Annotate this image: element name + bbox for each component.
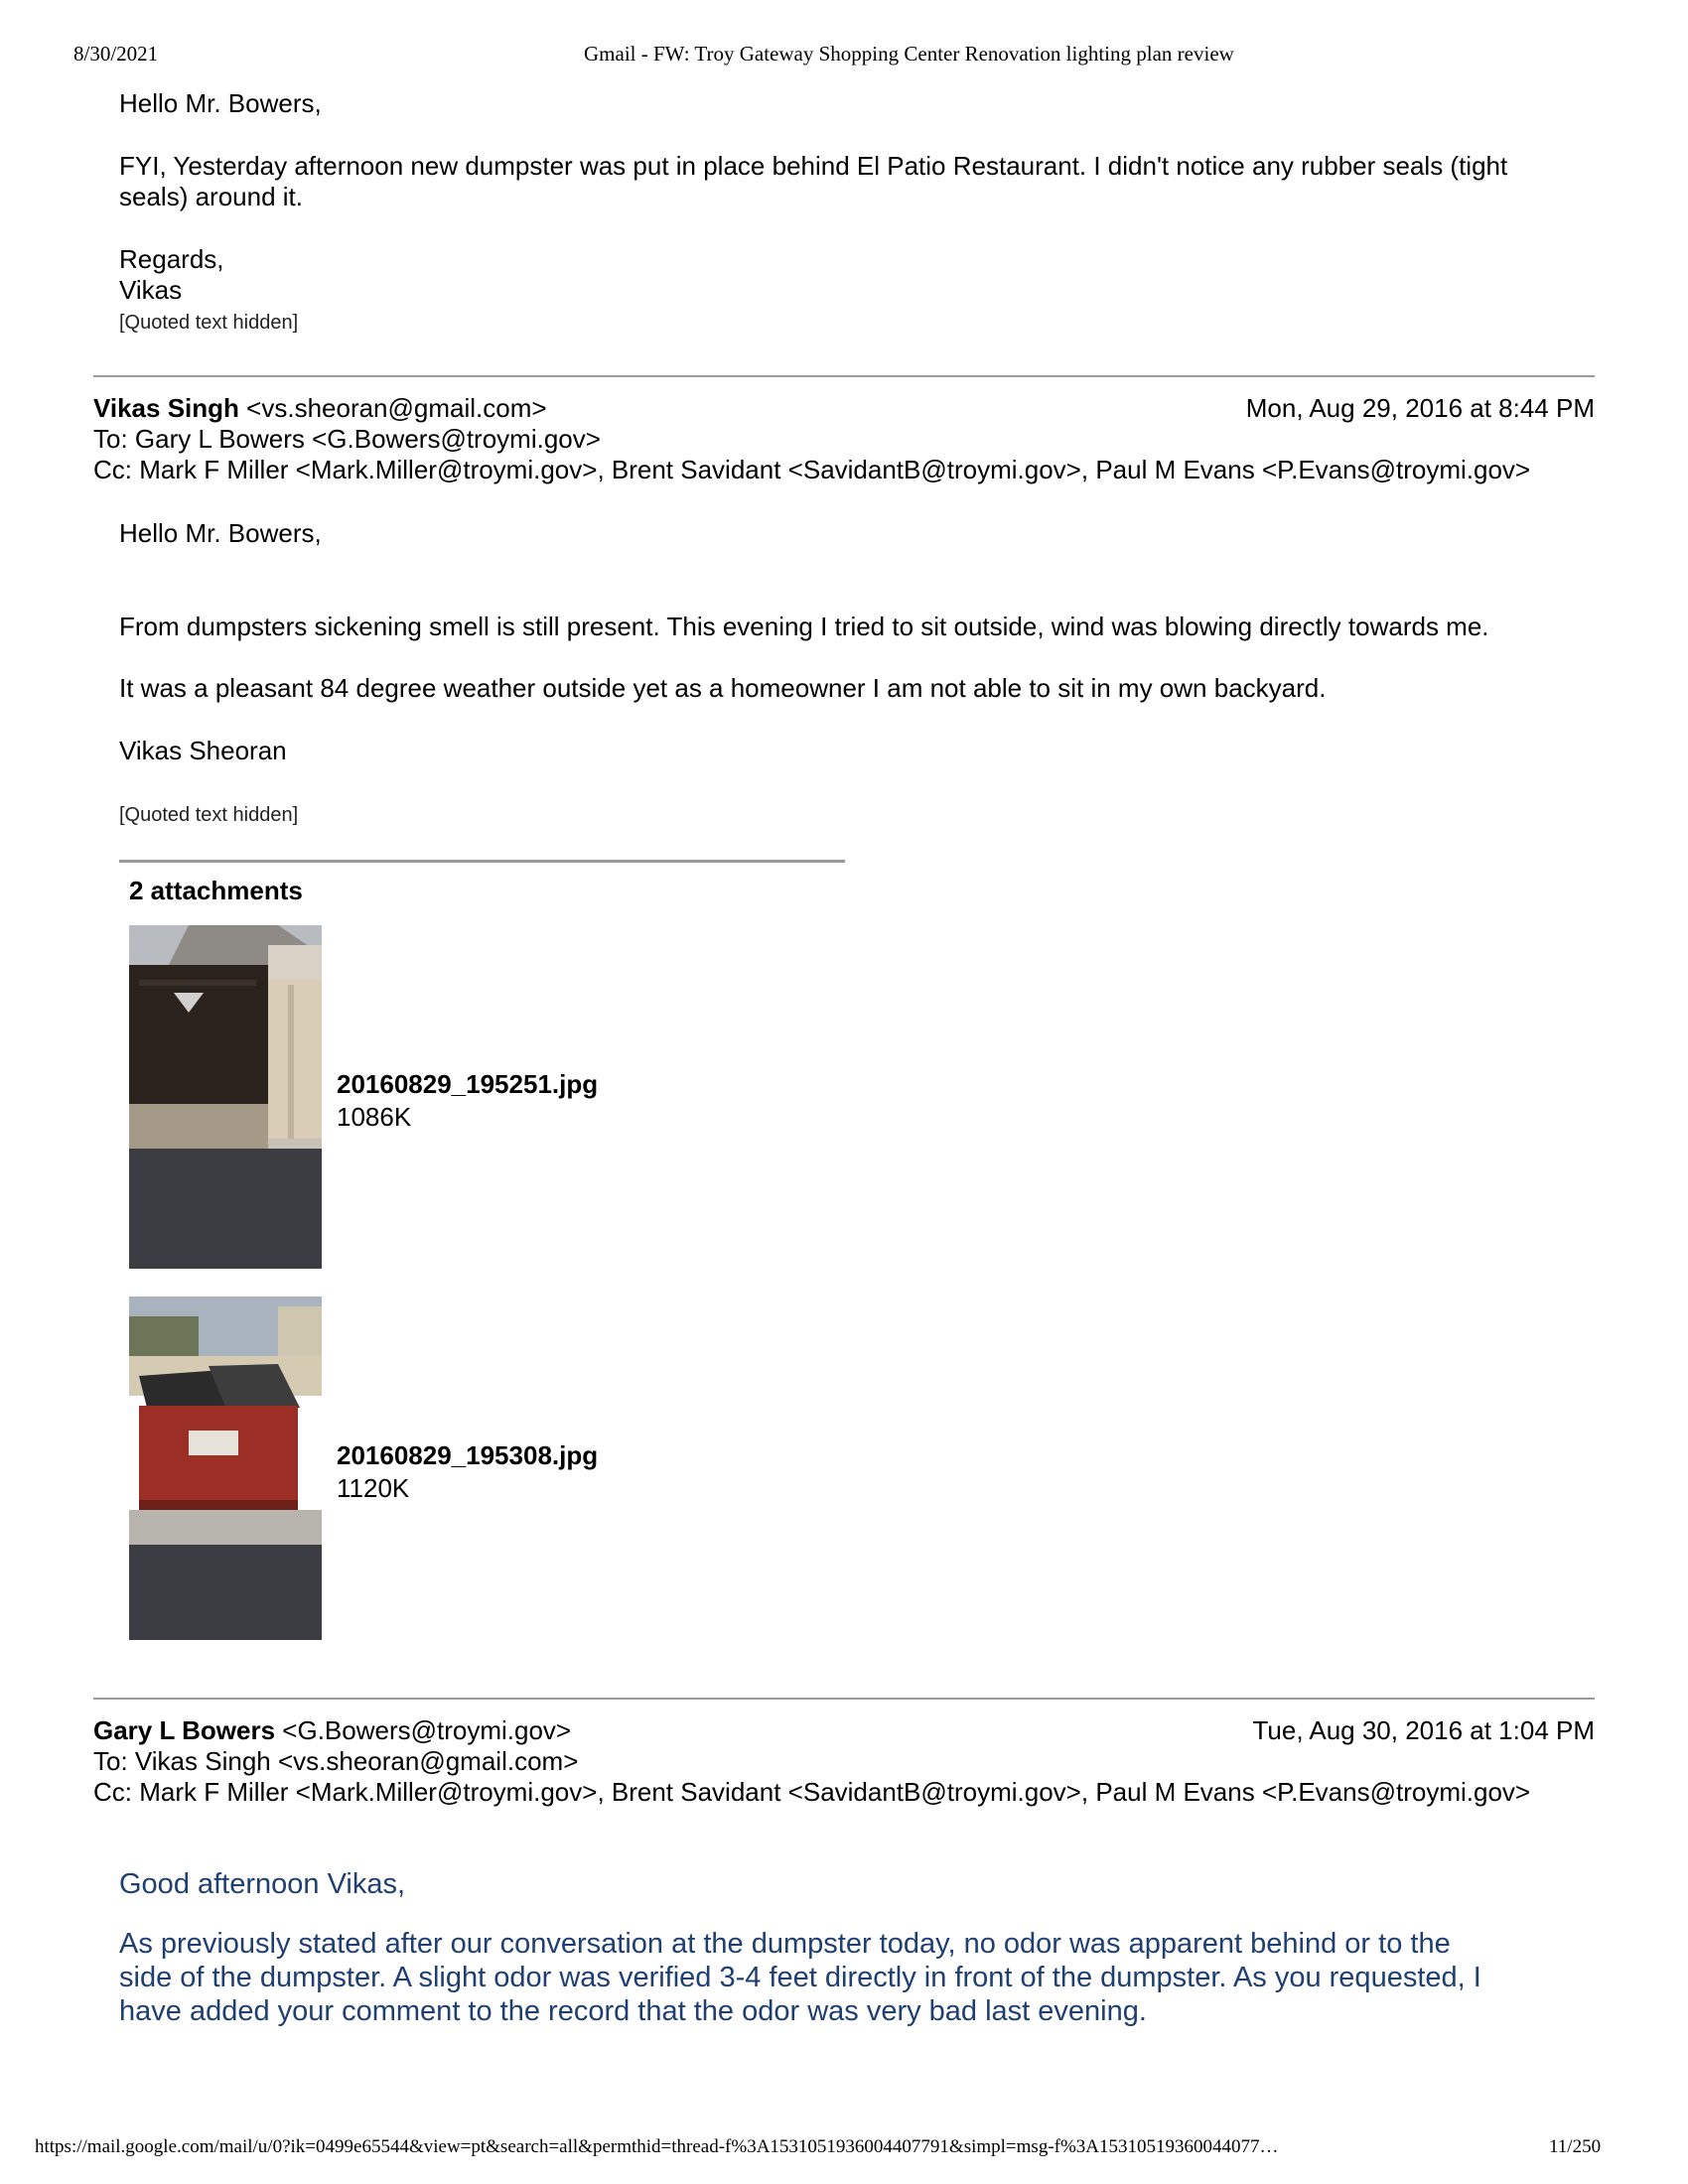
body-line: seals) around it. <box>119 182 303 211</box>
signature: Vikas Sheoran <box>119 736 287 765</box>
message-sender <box>93 393 547 424</box>
body-paragraph: It was a pleasant 84 degree weather outside yet as a homeowner I am not able to sit in my own backyard. <box>119 673 1327 703</box>
message-date: Tue, Aug 30, 2016 at 1:04 PM <box>1252 1715 1595 1745</box>
greeting: Good afternoon Vikas, <box>119 1868 406 1900</box>
print-url: https://mail.google.com/mail/u/0?ik=0499e65544&view=pt&search=all&permthid=thread-f%3A1531051936004407791&simpl=msg-f%3A15310519360044077… <box>35 2136 1279 2157</box>
message-divider <box>93 1698 1595 1700</box>
greeting: Hello Mr. Bowers, <box>119 88 322 118</box>
message-date: Mon, Aug 29, 2016 at 8:44 PM <box>1245 393 1595 423</box>
attachment-thumbnail[interactable] <box>129 925 322 1269</box>
attachment-thumbnail[interactable] <box>129 1297 322 1640</box>
print-title: Gmail - FW: Troy Gateway Shopping Center Renovation lighting plan review <box>584 42 1234 66</box>
signature: Vikas <box>119 275 183 305</box>
body-line: FYI, Yesterday afternoon new dumpster was put in place behind El Patio Restaurant. I didn't notice any rubber seals (tight <box>119 151 1508 181</box>
to-line: To: Gary L Bowers <G.Bowers@troymi.gov> <box>93 424 601 454</box>
sender-email: <G.Bowers@troymi.gov> <box>282 1715 572 1745</box>
sender-name: Gary L Bowers <box>93 1715 276 1745</box>
attachments-divider <box>119 860 845 863</box>
sender-name: Vikas Singh <box>93 393 239 423</box>
print-date: 8/30/2021 <box>73 42 159 66</box>
quoted-text-toggle[interactable]: [Quoted text hidden] <box>119 312 299 334</box>
attachment-size: 1120K <box>337 1473 410 1503</box>
sender-email: <vs.sheoran@gmail.com> <box>246 393 547 423</box>
attachments-title: 2 attachments <box>129 876 303 905</box>
page-number: 11/250 <box>1549 2136 1602 2157</box>
attachment-name[interactable]: 20160829_195251.jpg <box>337 1069 599 1099</box>
regards: Regards, <box>119 244 224 274</box>
message-sender <box>93 1715 571 1746</box>
cc-line: Cc: Mark F Miller <Mark.Miller@troymi.gov>, Brent Savidant <SavidantB@troymi.gov>, Paul M Evans <P.Evans@troymi.gov> <box>93 1777 1531 1807</box>
greeting: Hello Mr. Bowers, <box>119 518 322 548</box>
quoted-text-toggle[interactable]: [Quoted text hidden] <box>119 804 299 826</box>
cc-line: Cc: Mark F Miller <Mark.Miller@troymi.gov>, Brent Savidant <SavidantB@troymi.gov>, Paul M Evans <P.Evans@troymi.gov> <box>93 455 1531 484</box>
body-line: have added your comment to the record that the odor was very bad last evening. <box>119 1995 1147 2027</box>
body-paragraph: From dumpsters sickening smell is still present. This evening I tried to sit outside, wind was blowing directly towards me. <box>119 612 1489 641</box>
body-line: side of the dumpster. A slight odor was verified 3-4 feet directly in front of the dumpster. As you requested, I <box>119 1962 1481 1993</box>
attachment-name[interactable]: 20160829_195308.jpg <box>337 1440 599 1470</box>
message-divider <box>93 375 1595 377</box>
body-line: As previously stated after our conversation at the dumpster today, no odor was apparent behind or to the <box>119 1928 1451 1960</box>
attachment-size: 1086K <box>337 1102 412 1132</box>
to-line: To: Vikas Singh <vs.sheoran@gmail.com> <box>93 1746 579 1776</box>
dumpster-photo-icon <box>129 1297 322 1640</box>
dumpster-photo-icon <box>129 925 322 1269</box>
